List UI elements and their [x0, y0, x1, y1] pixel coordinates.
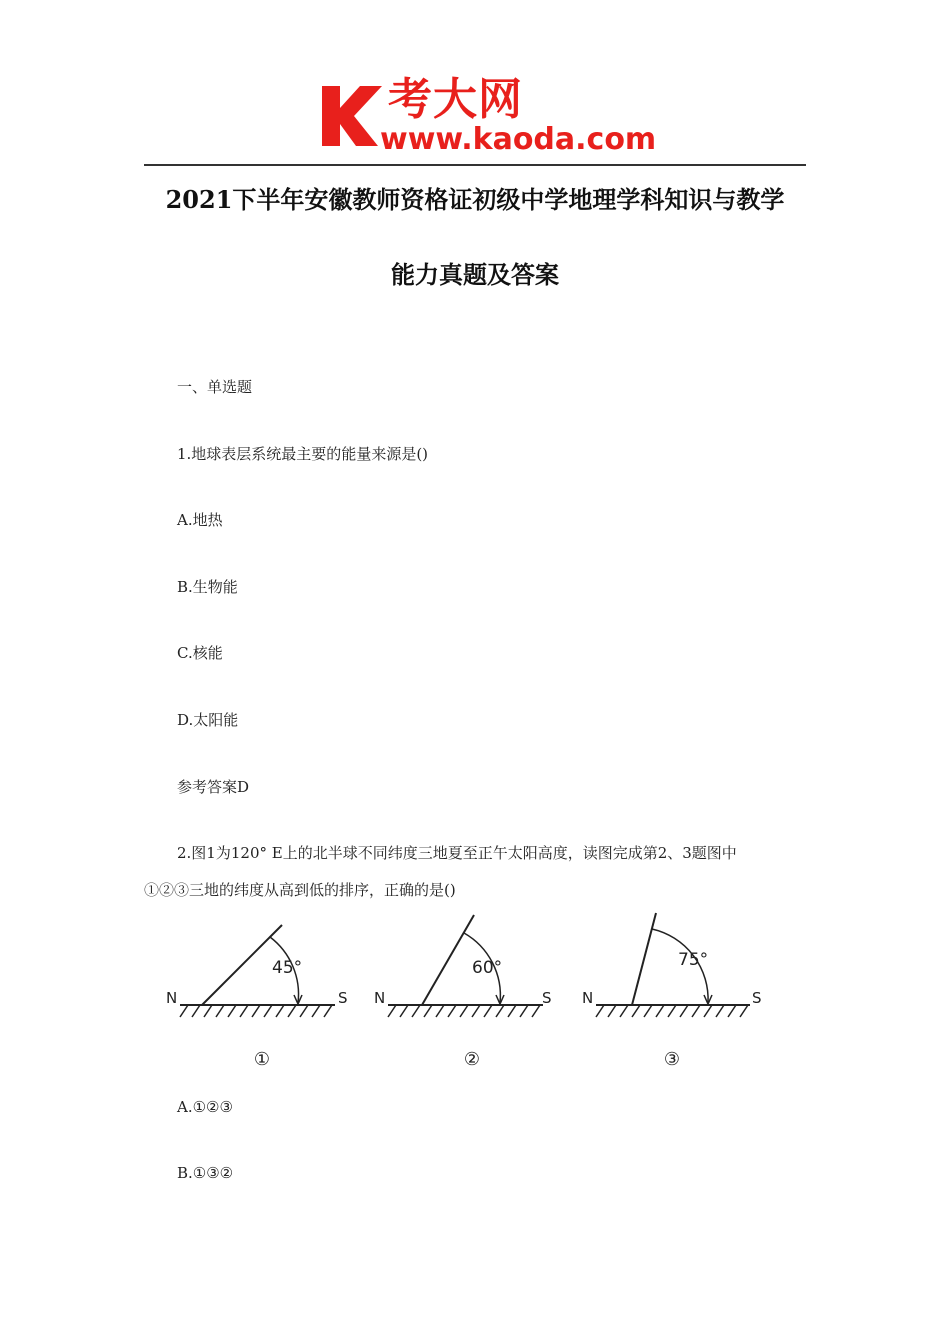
panel-3-label: ③	[663, 1049, 681, 1070]
panel-1-angle-label: 45°	[272, 958, 303, 978]
q2-option-a: A.①②③	[177, 1098, 233, 1116]
q2-stem-line-1: 2.图1为120° E上的北半球不同纬度三地夏至正午太阳高度，读图完成第2、3题图中	[177, 844, 737, 862]
panel-2-label: ②	[463, 1049, 481, 1070]
panel-1-north-label: N	[166, 989, 178, 1007]
panel-2-angle-label: 60°	[472, 958, 503, 978]
logo-chinese-name: 考大网	[388, 74, 523, 125]
panel-3-diagram	[582, 913, 762, 1017]
panel-2-south-label: S	[542, 989, 552, 1007]
q1-option-d: D.太阳能	[177, 711, 239, 729]
q1-answer: 参考答案D	[177, 778, 250, 796]
q2-option-b: B.①③②	[177, 1164, 234, 1182]
logo-k-mark-icon	[318, 78, 388, 150]
q1-option-c: C.核能	[177, 644, 223, 662]
panel-1-label: ①	[253, 1049, 271, 1070]
q1-option-a: A.地热	[177, 511, 223, 529]
document-title-line-1: 2021下半年安徽教师资格证初级中学地理学科知识与教学	[165, 185, 785, 214]
logo-url: www.kaoda.com	[380, 122, 657, 157]
panel-2-diagram	[374, 915, 552, 1017]
document-title-line-2: 能力真题及答案	[391, 260, 559, 289]
panel-2-north-label: N	[374, 989, 386, 1007]
panel-3-north-label: N	[582, 989, 594, 1007]
sun-altitude-figure	[160, 905, 780, 1075]
sun-altitude-diagram	[160, 905, 780, 1035]
panel-3-south-label: S	[752, 989, 762, 1007]
q1-option-b: B.生物能	[177, 578, 238, 596]
header-divider	[144, 164, 806, 166]
q1-stem: 1.地球表层系统最主要的能量来源是()	[177, 445, 429, 463]
panel-1-diagram	[166, 925, 348, 1017]
panel-3-angle-label: 75°	[678, 950, 709, 970]
kaoda-logo[interactable]	[318, 74, 657, 160]
section-heading: 一、单选题	[177, 378, 253, 396]
q2-stem-line-2: ①②③三地的纬度从高到低的排序，正确的是()	[144, 881, 456, 899]
panel-1-south-label: S	[338, 989, 348, 1007]
